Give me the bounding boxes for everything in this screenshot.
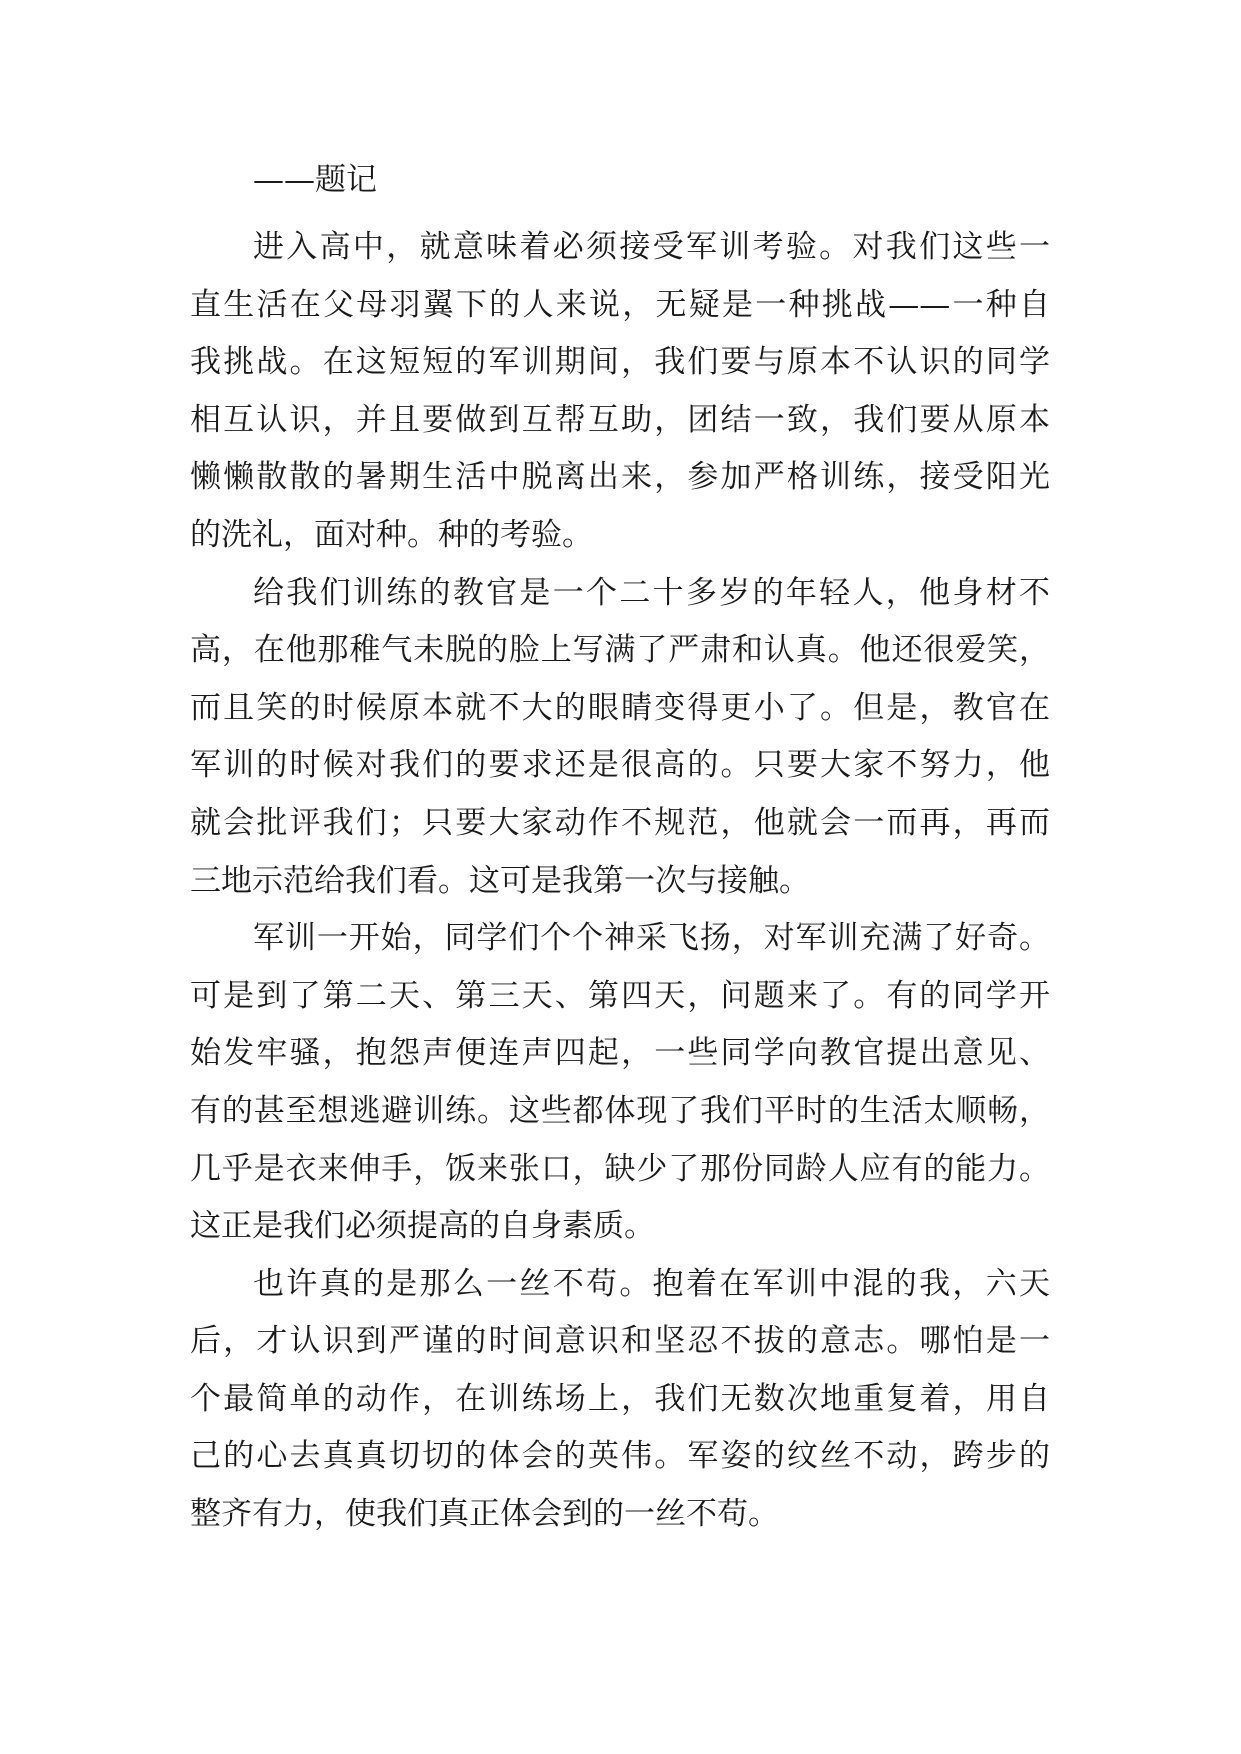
text-line: 而且笑的时候原本就不大的眼睛变得更小了。但是，教官在 [190, 689, 1050, 726]
text-line: 懒懒散散的暑期生活中脱离出来，参加严格训练，接受阳光 [190, 459, 1050, 496]
text-line: 进入高中，就意味着必须接受军训考验。对我们这些一 [253, 229, 1050, 265]
text-line: 有的甚至想逃避训练。这些都体现了我们平时的生活太顺畅， [190, 1092, 1050, 1129]
text-line: 高，在他那稚气未脱的脸上写满了严肃和认真。他还很爱笑， [190, 632, 1050, 669]
text-line: 可是到了第二天、第三天、第四天，问题来了。有的同学开 [190, 977, 1050, 1014]
text-line: 相互认识，并且要做到互帮互助，团结一致，我们要从原本 [190, 401, 1050, 438]
text-line: 整齐有力，使我们真正体会到的一丝不苟。 [190, 1496, 779, 1533]
text-line: 的洗礼，面对种。种的考验。 [190, 516, 593, 553]
paragraph-1 [190, 219, 1050, 565]
text-line: 这正是我们必须提高的自身素质。 [190, 1208, 655, 1245]
text-line: 我挑战。在这短短的军训期间，我们要与原本不认识的同学 [190, 344, 1050, 381]
text-line: 始发牢骚，抱怨声便连声四起，一些同学向教官提出意见、 [190, 1035, 1050, 1072]
text-line: 后，才认识到严谨的时间意识和坚忍不拔的意志。哪怕是一 [190, 1323, 1050, 1360]
text-line: 军训一开始，同学们个个神采飞扬，对军训充满了好奇。 [253, 920, 1050, 957]
text-line: 也许真的是那么一丝不苟。抱着在军训中混的我，六天 [253, 1265, 1050, 1302]
text-line: 三地示范给我们看。这可是我第一次与接触。 [190, 862, 810, 899]
text-line: 给我们训练的教官是一个二十多岁的年轻人，他身材不 [253, 574, 1050, 611]
paragraph-4 [190, 1256, 1050, 1544]
paragraph-3 [190, 910, 1050, 1256]
text-line: 军训的时候对我们的要求还是很高的。只要大家不努力，他 [190, 747, 1050, 784]
paragraph-2 [190, 565, 1050, 911]
body-text [190, 219, 1050, 1544]
text-line: 个最简单的动作，在训练场上，我们无数次地重复着，用自 [190, 1380, 1050, 1417]
text-line: 直生活在父母羽翼下的人来说，无疑是一种挑战——一种自 [190, 286, 1050, 323]
text-line: 己的心去真真切切的体会的英伟。军姿的纹丝不动，跨步的 [190, 1438, 1050, 1475]
text-line: 就会批评我们；只要大家动作不规范，他就会一而再，再而 [190, 804, 1050, 841]
text-line: 几乎是衣来伸手，饭来张口，缺少了那份同龄人应有的能力。 [190, 1150, 1050, 1187]
epigraph: ——题记 [253, 162, 377, 198]
